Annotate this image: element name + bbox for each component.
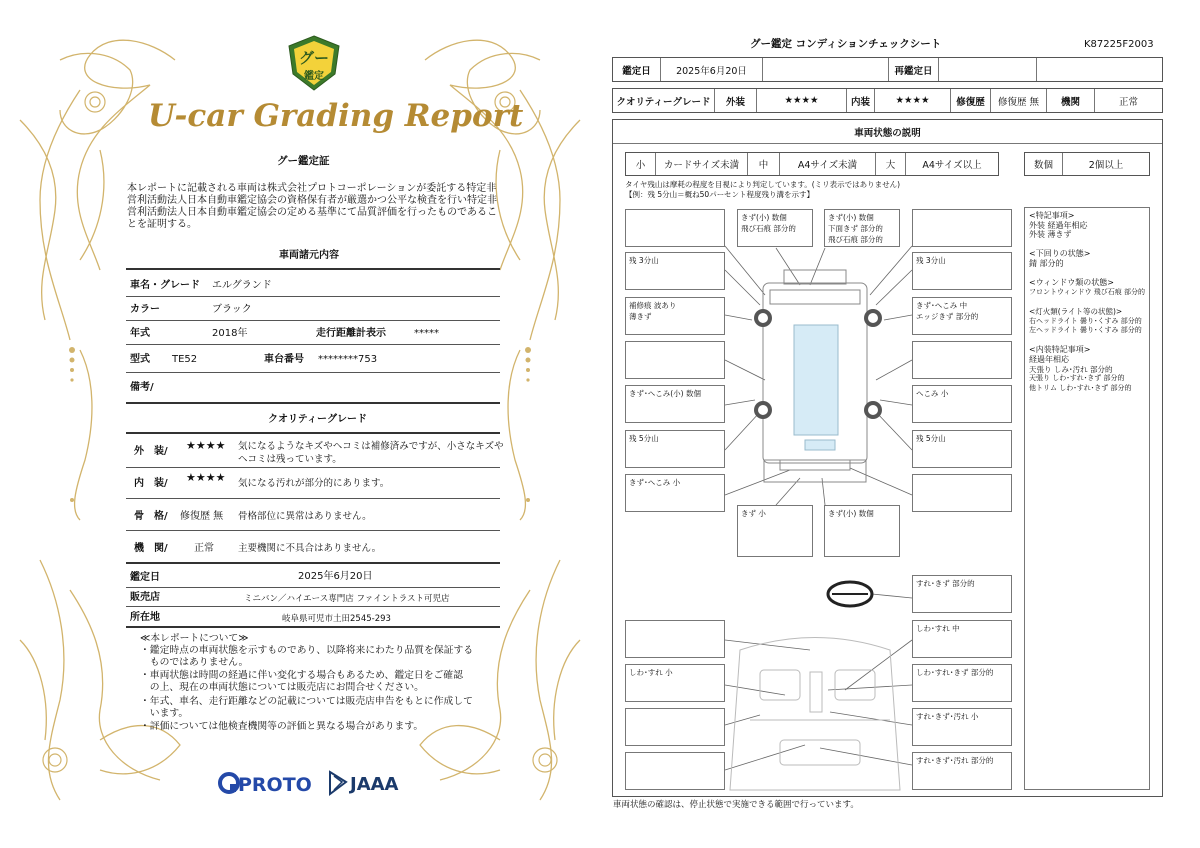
special-note-line: 外装 経過年相応 — [1029, 220, 1088, 230]
size-medium-desc: A4サイズ未満 — [780, 153, 876, 175]
grade-engine-note: 主要機関に不具合はありません。 — [238, 543, 382, 554]
certificate-intro: 本レポートに記載される車両は株式会社プロトコーポレーションが委託する特定非営利活動法人日本自動車鑑定協会の資格保有者が厳選かつ公平な検査を行い特定非営利活動法人日本自動車鑑定協会の定める基準にて品質評価を行ったものであることを証明する。 — [127, 183, 497, 230]
divider — [126, 498, 500, 499]
size-small-desc: カードサイズ未満 — [656, 153, 748, 175]
rear-right-box: きず(小) 数個 — [824, 505, 900, 557]
grade-engine-label: 機 関/ — [134, 543, 168, 554]
interior-left-box-1 — [625, 620, 725, 658]
note-line: ・鑑定時点の車両状態を示すものであり、以降将来にわたり品質を保証する — [140, 645, 474, 656]
divider — [126, 402, 500, 404]
special-note-line: 経過年相応 — [1029, 354, 1069, 364]
interior-right-box-3: すれ･きず･汚れ 小 — [912, 708, 1012, 746]
date-value: 2025年6月20日 — [661, 58, 763, 81]
proto-brand-text: PROTO — [238, 774, 312, 796]
engine-value: 正常 — [1118, 96, 1138, 108]
left-box-2: 補修痕 波あり 薄きず — [625, 297, 725, 335]
tire-note-1: タイヤ残山は摩耗の程度を目視により判定しています。(ミリ表示ではありません) — [625, 180, 901, 189]
size-small-label: 小 — [626, 153, 656, 175]
special-note-line: 錆 部分的 — [1029, 258, 1064, 268]
special-notes-panel — [1024, 207, 1150, 790]
date-label: 鑑定日 — [613, 58, 661, 81]
jaaa-brand-text: JAAA — [350, 774, 399, 795]
grade-interior-label: 内 装/ — [134, 478, 168, 489]
front-right-box — [912, 209, 1012, 247]
certificate-heading: グー鑑定証 — [277, 155, 330, 167]
spec-year-label: 年式 — [130, 328, 150, 339]
spec-chassis-label: 車台番号 — [264, 354, 304, 365]
right-box-5: 残 5分山 — [912, 430, 1012, 468]
spec-remarks-label: 備考/ — [130, 382, 154, 393]
spec-name-label: 車名・グレード — [130, 280, 200, 291]
spec-mileage-value: ***** — [414, 328, 439, 339]
spec-mileage-label: 走行距離計表示 — [316, 328, 386, 339]
info-shop-label: 販売店 — [130, 592, 160, 603]
interior-left-box-3 — [625, 708, 725, 746]
redate-label: 再鑑定日 — [889, 58, 939, 81]
grade-heading: クオリティーグレード — [268, 414, 367, 425]
divider — [126, 268, 500, 270]
front-bumper-right-box: きず(小) 数個 下面きず 部分的 飛び石痕 部分的 — [824, 209, 900, 247]
grade-frame-label: 骨 格/ — [134, 511, 168, 522]
ext-label: 外装 — [715, 89, 757, 112]
grade-exterior-label: 外 装/ — [134, 446, 168, 457]
size-large-desc: A4サイズ以上 — [922, 160, 982, 171]
grade-exterior-note-2: ヘコミは残っています。 — [238, 454, 342, 465]
jaaa-logo-icon — [328, 770, 348, 796]
spec-model-value: TE52 — [172, 354, 198, 365]
left-box-4: きず･へこみ(小) 数個 — [625, 385, 725, 423]
front-left-box — [625, 209, 725, 247]
spec-chassis-value: ********753 — [318, 354, 378, 365]
divider — [126, 432, 500, 434]
count-label: 数個 — [1025, 153, 1063, 175]
grade-frame-note: 骨格部位に異常はありません。 — [238, 511, 372, 522]
note-line: います。 — [140, 708, 189, 719]
interior-right-box-2: しわ･すれ･きず 部分的 — [912, 664, 1012, 702]
repair-value: 修復歴 無 — [991, 89, 1047, 112]
proto-logo-icon — [218, 772, 240, 796]
special-note-line: 他トリム しわ･すれ･きず 部分的 — [1029, 383, 1132, 392]
divider — [126, 606, 500, 607]
note-line: ・評価については他検査機関等の評価と異なる場合があります。 — [140, 721, 424, 732]
left-box-5: 残 5分山 — [625, 430, 725, 468]
left-box-6: きず･へこみ 小 — [625, 474, 725, 512]
right-box-1: 残 3分山 — [912, 252, 1012, 290]
note-line: ・車両状態は時間の経過に伴い変化する場合もあるため、鑑定日をご確認 — [140, 670, 463, 681]
logo-text-bottom: 鑑定 — [304, 71, 324, 82]
divider — [126, 320, 500, 321]
spec-name-value: エルグランド — [212, 280, 272, 291]
spec-model-label: 型式 — [130, 354, 150, 365]
special-note-line: フロントウィンドウ 飛び石痕 部分的 — [1029, 287, 1146, 296]
special-note-line — [1029, 269, 1145, 279]
ext-stars: ★★★★ — [757, 89, 847, 112]
grade-exterior-stars: ★★★★ — [186, 439, 226, 452]
special-note-line — [1029, 336, 1145, 346]
divider — [126, 587, 500, 588]
repair-label: 修復歴 — [951, 89, 991, 112]
special-note-line: 天張り しわ･すれ･きず 部分的 — [1029, 374, 1125, 383]
steering-box: すれ･きず 部分的 — [912, 575, 1012, 613]
front-bumper-left-box: きず(小) 数個 飛び石痕 部分的 — [737, 209, 813, 247]
divider — [126, 296, 500, 297]
goo-kantei-logo — [285, 34, 343, 92]
grade-interior-note: 気になる汚れが部分的にあります。 — [238, 478, 390, 489]
grade-label: クオリティーグレード — [613, 89, 715, 112]
info-shop-value: ミニバン／ハイエース専門店 ファイントラスト可児店 — [244, 594, 450, 604]
info-address-value: 岐阜県可児市土田2545-293 — [282, 614, 391, 624]
grade-engine-value: 正常 — [194, 543, 214, 554]
spec-year-value: 2018年 — [212, 328, 248, 339]
grade-interior-stars: ★★★★ — [186, 471, 226, 484]
report-title: U-car Grading Report — [148, 98, 524, 134]
special-note-line: <ウィンドウ類の状態> — [1029, 278, 1114, 288]
notes-heading: ≪本レポートについて≫ — [140, 633, 249, 644]
sheet-footer: 車両状態の確認は、停止状態で実施できる範囲で行っています。 — [613, 800, 859, 810]
interior-left-box-2: しわ･すれ 小 — [625, 664, 725, 702]
spec-color-value: ブラック — [212, 304, 252, 315]
rear-left-box: きず 小 — [737, 505, 813, 557]
info-date-value: 2025年6月20日 — [298, 571, 373, 582]
note-line: ・年式、車名、走行距離などの記載については販売店申告をもとに作成して — [140, 696, 473, 707]
divider — [126, 467, 500, 468]
right-box-2: きず･へこみ 中 エッジきず 部分的 — [912, 297, 1012, 335]
info-address-label: 所在地 — [130, 612, 160, 623]
special-note-line: <特記事項> — [1029, 211, 1075, 220]
info-date-label: 鑑定日 — [130, 572, 160, 583]
right-box-6 — [912, 474, 1012, 512]
spec-color-label: カラー — [130, 304, 160, 315]
grade-frame-value: 修復歴 無 — [180, 511, 224, 522]
special-note-line: 天張り しみ･汚れ 部分的 — [1029, 364, 1113, 374]
divider — [126, 344, 500, 345]
sheet-title: グー鑑定 コンディションチェックシート — [750, 38, 942, 50]
divider — [126, 372, 500, 373]
section-title: 車両状態の説明 — [613, 120, 1162, 144]
note-line: の上、現在の車両状態については販売店にお問合せください。 — [140, 682, 424, 693]
divider — [126, 530, 500, 531]
special-note-line: <灯火類(ライト等の状態)> — [1029, 306, 1123, 316]
special-note-line: 外装 薄きず — [1029, 230, 1072, 240]
size-medium-label: 中 — [748, 153, 780, 175]
sheet-doc-id: K87225F2003 — [1084, 39, 1154, 50]
special-note-line — [1029, 240, 1145, 250]
logo-text-top: グー — [298, 49, 329, 67]
tire-note-2: 【例：残 5分山＝概ね50パーセント程度残り溝を示す】 — [625, 190, 815, 199]
engine-label: 機関 — [1047, 89, 1095, 112]
special-note-line — [1029, 297, 1145, 307]
note-line: ものではありません。 — [140, 657, 249, 668]
interior-right-box-1: しわ･すれ 中 — [912, 620, 1012, 658]
special-note-line: <下回りの状態> — [1029, 249, 1091, 259]
right-box-4: へこみ 小 — [912, 385, 1012, 423]
grade-exterior-note-1: 気になるようなキズやヘコミは補修済みですが、小さなキズや — [238, 441, 504, 452]
left-box-1: 残 3分山 — [625, 252, 725, 290]
divider — [126, 626, 500, 628]
count-desc: 2個以上 — [1088, 160, 1124, 171]
right-box-3 — [912, 341, 1012, 379]
size-large-label: 大 — [876, 153, 906, 175]
int-stars: ★★★★ — [875, 89, 951, 112]
special-note-line: 右ヘッドライト 曇り･くすみ 部分的 — [1029, 316, 1142, 325]
int-label: 内装 — [847, 89, 875, 112]
condition-check-sheet — [600, 0, 1200, 848]
divider — [126, 562, 500, 564]
left-box-3 — [625, 341, 725, 379]
specs-heading: 車両諸元内容 — [279, 250, 339, 261]
interior-right-box-4: すれ･きず･汚れ 部分的 — [912, 752, 1012, 790]
interior-left-box-4 — [625, 752, 725, 790]
special-note-line: <内装特記事項> — [1029, 345, 1091, 355]
special-note-line: 左ヘッドライト 曇り･くすみ 部分的 — [1029, 326, 1142, 335]
